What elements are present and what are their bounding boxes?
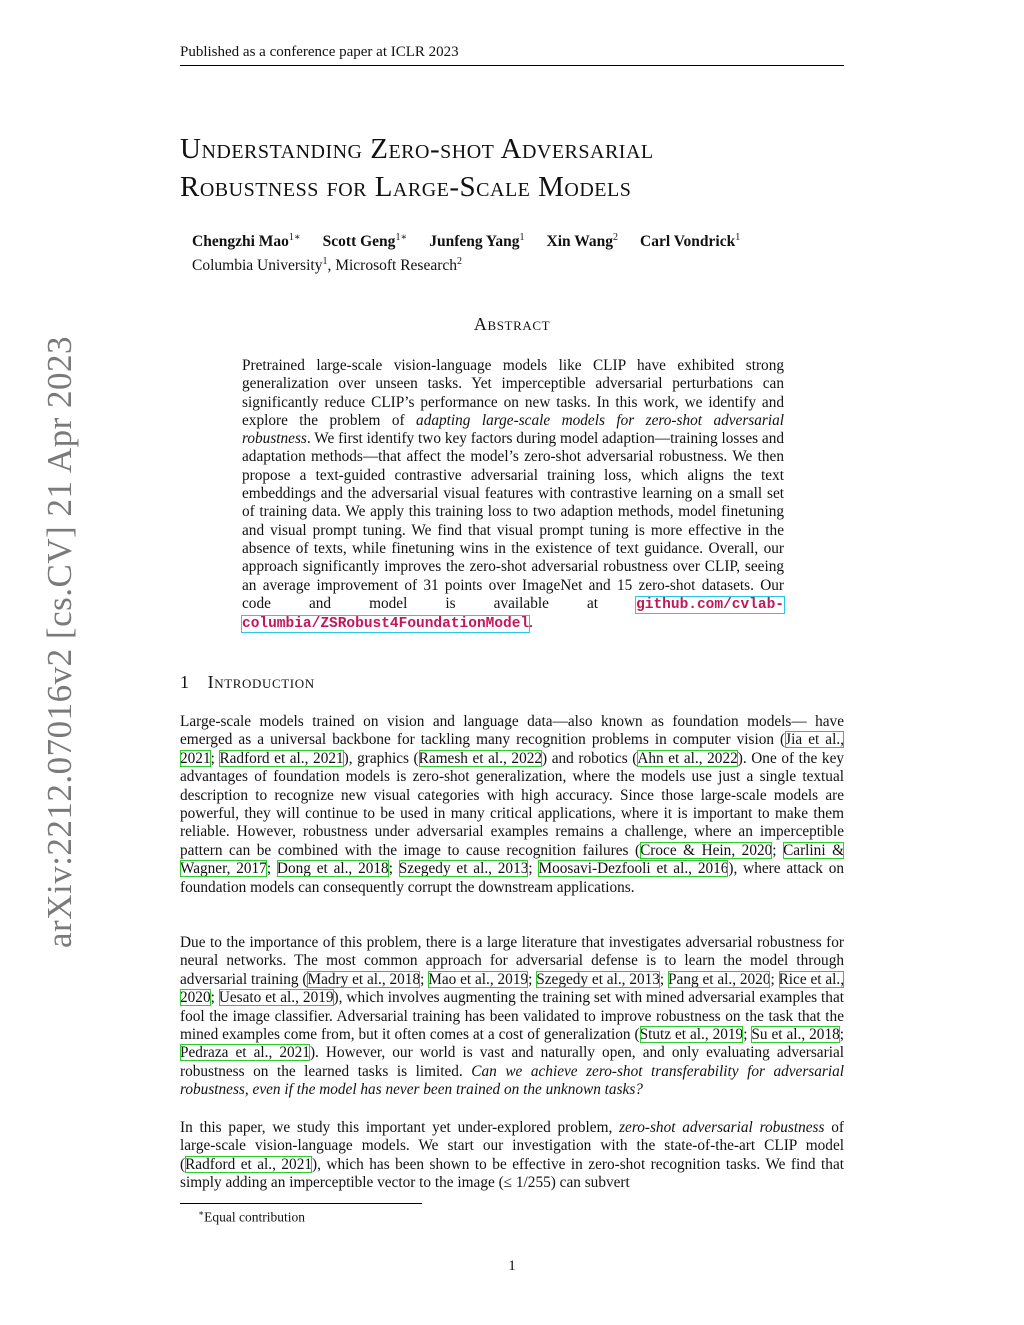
- citation-link[interactable]: Pedraza et al., 2021: [180, 1044, 310, 1062]
- page-number: 1: [508, 1258, 516, 1274]
- affiliation-columbia: Columbia University: [192, 257, 323, 275]
- citation-link[interactable]: Pang et al., 2020: [668, 970, 771, 988]
- citation-separator: ;: [528, 970, 537, 988]
- author: [640, 228, 740, 252]
- citation-link[interactable]: Radford et al., 2021: [219, 749, 344, 767]
- citation-link[interactable]: Carlini & Wagner, 2017: [180, 841, 844, 878]
- section-heading-introduction: [180, 672, 315, 693]
- citation-link[interactable]: Su et al., 2018: [751, 1026, 840, 1044]
- citation-link[interactable]: Dong et al., 2018: [276, 860, 389, 878]
- affiliation-sup: 1: [322, 256, 328, 268]
- citation-separator: ;: [839, 1026, 844, 1044]
- running-head-text: Published as a conference paper at ICLR 2023: [180, 44, 459, 60]
- paragraph-text: ). However, our world is vast and naturally open, and only evaluating adversarial robustness on the learned tasks is limited.: [180, 1044, 844, 1080]
- author-sup: 1: [519, 232, 525, 243]
- author: [192, 228, 301, 252]
- author: [547, 228, 618, 252]
- citation-link[interactable]: Madry et al., 2018: [307, 970, 421, 988]
- author-name: Scott Geng: [322, 233, 396, 251]
- citation-separator: ;: [743, 1026, 752, 1044]
- paragraph-text: In this paper, we study this important yet under-explored problem,: [180, 1119, 620, 1136]
- citation-link[interactable]: Uesato et al., 2019: [218, 989, 334, 1007]
- paragraph-text: ). One of the key advantages of foundation models is zero-shot generalization, where the models use just a single textual description to recognize new visual categories with high accuracy. Since those large-scale models are powerful, they will continue to be used in many critical applications, where it is important to make them reliable. However, robustness under adversarial examples remains a challenge, where an imperceptible pattern can be combined with the image to cause recognition failures (: [180, 749, 845, 859]
- citation-link[interactable]: Rice et al., 2020: [180, 970, 845, 1007]
- author-name: Xin Wang: [546, 233, 614, 251]
- paragraph-text: ), where attack on foundation models can consequently corrupt the downstream applications.: [180, 860, 844, 896]
- abstract-text: Pretrained large-scale vision-language models like CLIP have exhibited strong generalization over unseen tasks. Yet imperceptible adversarial perturbations can significantly reduce CLIP’s performance on new tasks. In this work, we identify and explore the problem of: [242, 357, 784, 429]
- citation-separator: ;: [210, 749, 220, 767]
- abstract-heading: Abstract: [473, 314, 551, 334]
- section-number: 1: [180, 672, 190, 692]
- citation-link[interactable]: Jia et al., 2021: [180, 731, 844, 767]
- citation-separator: ;: [528, 860, 539, 878]
- running-head: [180, 44, 844, 66]
- author-sup: 2: [613, 232, 619, 243]
- footnote-mark: ∗: [198, 1208, 205, 1218]
- citation-link[interactable]: Ramesh et al., 2022: [418, 749, 543, 767]
- author-sup: 1∗: [395, 232, 408, 243]
- affiliation-microsoft: Microsoft Research: [335, 257, 458, 275]
- citation-link[interactable]: Szegedy et al., 2013: [536, 970, 660, 988]
- footnote-text: Equal contribution: [204, 1209, 305, 1225]
- citation-link[interactable]: Moosavi-Dezfooli et al., 2016: [538, 860, 729, 878]
- citation-link[interactable]: Mao et al., 2019: [428, 970, 529, 988]
- paragraph-text: ), which has been shown to be effective in zero-shot recognition tasks. We find that simply adding an imperceptible vector to the image (≤ 1/255) can subvert: [180, 1155, 844, 1192]
- citation-separator: ;: [772, 841, 784, 859]
- paragraph-text: of large-scale vision-language models. We start our investigation with the state-of-the-art CLIP model (: [180, 1119, 844, 1173]
- intro-paragraph-1: [180, 713, 844, 897]
- author-sup: 1∗: [288, 232, 301, 243]
- affiliations: [192, 252, 832, 276]
- citation-separator: ;: [210, 989, 219, 1007]
- author-name: Junfeng Yang: [429, 233, 520, 251]
- paper-title: [180, 130, 880, 206]
- abstract-emphasis: adapting large-scale models for zero-shot adversarial robustness: [242, 411, 784, 448]
- citation-link[interactable]: Radford et al., 2021: [185, 1155, 312, 1173]
- citation-separator: ;: [388, 860, 399, 878]
- title-line-1: Understanding Zero-shot Adversarial: [180, 133, 654, 165]
- footnote-divider: [180, 1203, 422, 1204]
- paragraph-emphasis: zero-shot adversarial robustness: [619, 1119, 825, 1136]
- author: [429, 228, 524, 252]
- citation-link[interactable]: Szegedy et al., 2013: [398, 860, 529, 878]
- author-sup: 1: [735, 232, 741, 243]
- abstract-body: [242, 357, 784, 633]
- author-block: [192, 228, 832, 276]
- affiliation-separator: ,: [327, 257, 336, 275]
- citation-separator: ;: [420, 970, 429, 988]
- citation-separator: ;: [770, 970, 779, 988]
- author-names: [192, 228, 832, 252]
- citation-separator: ;: [266, 860, 277, 878]
- paragraph-text: ) and robotics (: [542, 749, 638, 767]
- title-line-2: Robustness for Large-Scale Models: [180, 171, 632, 203]
- author-name: Carl Vondrick: [640, 233, 736, 251]
- section-title: Introduction: [207, 672, 315, 692]
- abstract-text: .: [529, 614, 533, 632]
- author-name: Chengzhi Mao: [192, 233, 289, 251]
- paragraph-text: Due to the importance of this problem, there is a large literature that investigates adversarial robustness for neural networks. The most common approach for adversarial defense is to learn the model through adversarial training (: [180, 934, 844, 988]
- paragraph-text: ), graphics (: [343, 749, 419, 767]
- code-repo-link[interactable]: github.com/cvlab-columbia/ZSRobust4FoundationModel: [242, 596, 784, 633]
- intro-paragraph-2: [180, 934, 844, 1100]
- citation-separator: ;: [659, 970, 669, 988]
- author: [323, 228, 408, 252]
- arxiv-stamp: arXiv:2212.07016v2 [cs.CV] 21 Apr 2023: [40, 335, 79, 948]
- intro-paragraph-3: [180, 1119, 844, 1193]
- abstract-text: . We first identify two key factors during model adaption—training losses and adaptation methods—that affect the model’s zero-shot adversarial robustness. We then propose a text-guided contrastive adversarial training loss, which aligns the text embeddings and the adversarial visual features with contrastive learning on a small set of training data. We apply this training loss to two adaption methods, model finetuning and visual prompt tuning. We find that visual prompt tuning is more effective in the absence of texts, while finetuning wins in the existence of text guidance. Overall, our approach significantly improves the zero-shot adversarial robustness over CLIP, seeing an average improvement of 31 points over ImageNet and 15 zero-shot datasets. Our code and model is available at: [242, 430, 784, 612]
- citation-link[interactable]: Stutz et al., 2019: [639, 1026, 744, 1044]
- citation-link[interactable]: Croce & Hein, 2020: [640, 841, 773, 859]
- citation-link[interactable]: Ahn et al., 2022: [637, 749, 738, 767]
- paragraph-text: ), which involves augmenting the training set with mined adversarial examples that fool the image classifier. Adversarial training has been validated to improve robustness on the task that the mined examples come from, but it often comes at a cost of generalization (: [180, 989, 844, 1044]
- paragraph-emphasis: Can we achieve zero-shot transferability for adversarial robustness, even if the model has never been trained on the unknown tasks?: [180, 1062, 844, 1099]
- paragraph-text: Large-scale models trained on vision and language data—also known as foundation models— have emerged as a universal backbone for tackling many recognition problems in computer vision (: [180, 713, 844, 749]
- footnote: [198, 1208, 305, 1226]
- affiliation-sup: 2: [457, 256, 463, 268]
